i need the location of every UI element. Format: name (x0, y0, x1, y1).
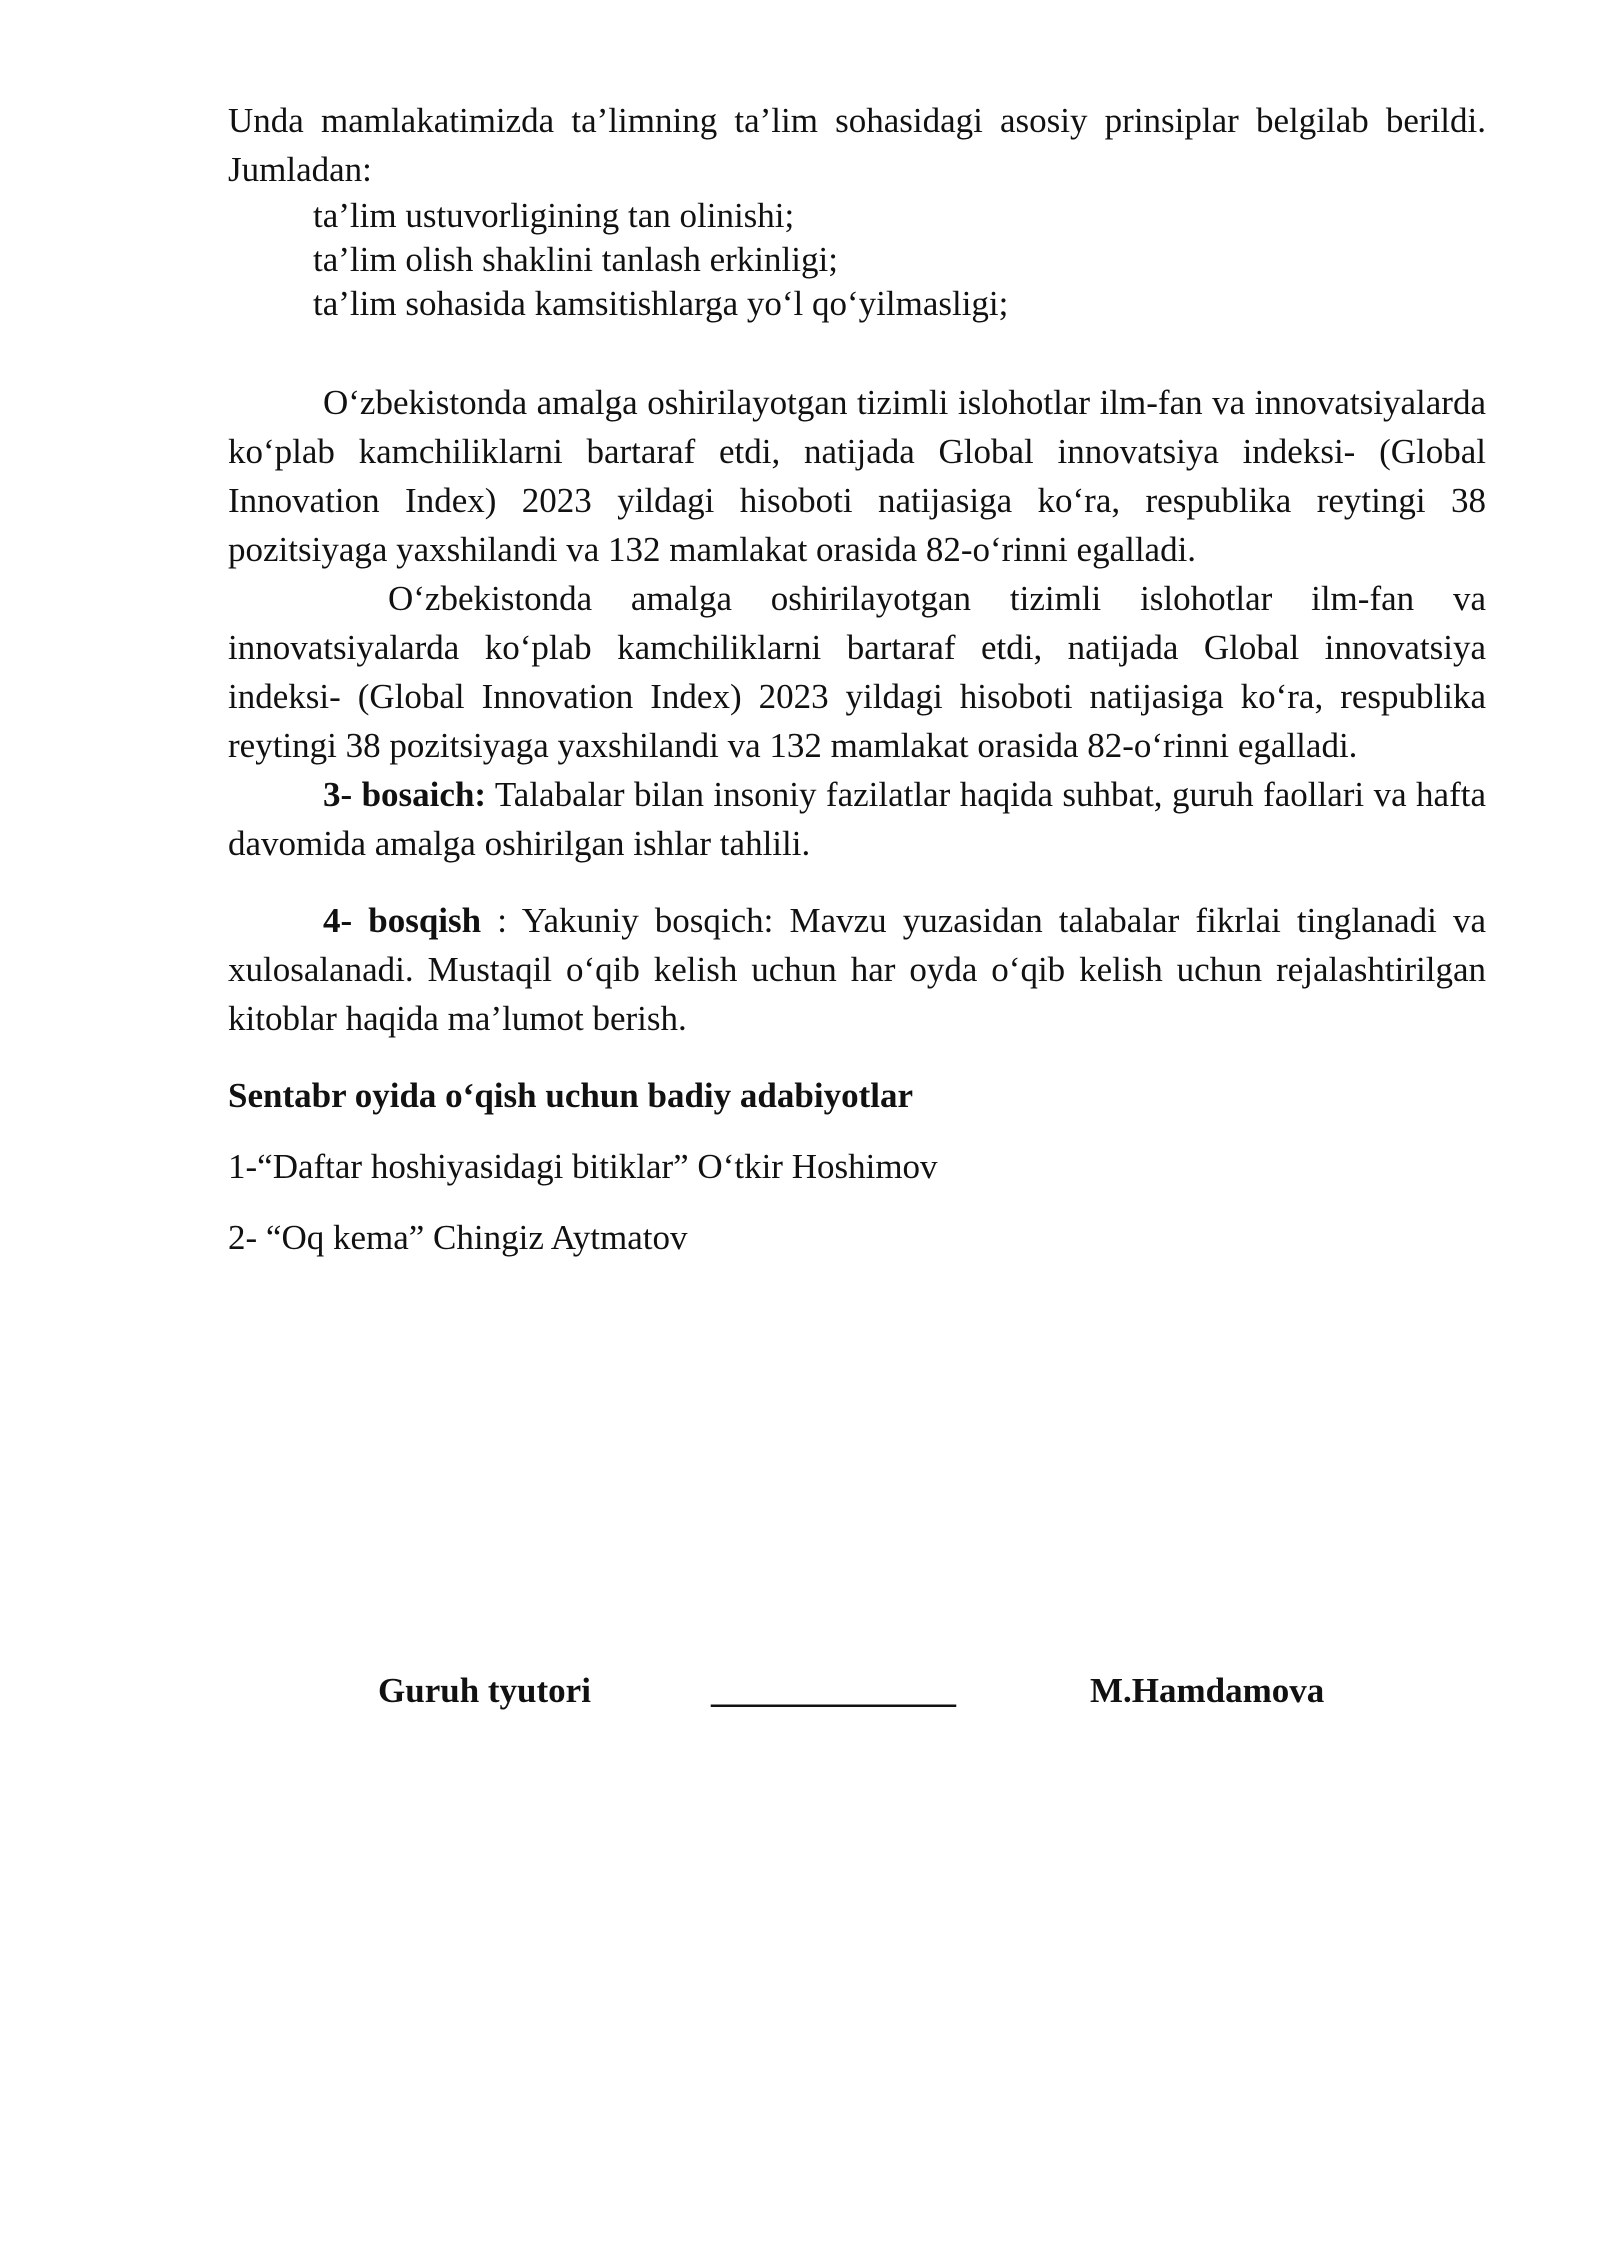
list-item: ta’lim ustuvorligining tan olinishi; (313, 196, 795, 235)
stage-4-label: 4- bosqish (323, 901, 482, 940)
principles-list (228, 194, 1486, 326)
list-item: ta’lim sohasida kamsitishlarga yo‘l qo‘yilmasligi; (313, 284, 1009, 323)
list-item: ta’lim olish shaklini tanlash erkinligi; (313, 240, 838, 279)
book-item: 1-“Daftar hoshiyasidagi bitiklar” O‘tkir Hoshimov (228, 1147, 938, 1186)
spacer (228, 326, 1486, 378)
stage-3-text: Talabalar bilan insoniy fazilatlar haqida suhbat, guruh faollari va hafta davomida amalga oshirilgan ishlar tahlili. (228, 775, 1486, 863)
book-item: 2- “Oq kema” Chingiz Aytmatov (228, 1218, 688, 1257)
spacer (228, 868, 1486, 896)
signature-line: ______________ (711, 1671, 956, 1710)
spacer (228, 1120, 1486, 1142)
spacer (228, 1191, 1486, 1213)
stage-3-label: 3- bosaich: (323, 775, 487, 814)
stage-4-text: : Yakuniy bosqich: Mavzu yuzasidan talabalar fikrlai tinglanadi va xulosalanadi. Mustaqil o‘qib kelish uchun har oyda o‘qib kelish uchun rejalashtirilgan kitoblar haqida ma’lumot berish. (228, 901, 1486, 1038)
innovation-paragraph-1: O‘zbekistonda amalga oshirilayotgan tizimli islohotlar ilm-fan va innovatsiyalarda ko‘plab kamchiliklarni bartaraf etdi, natijada Global innovatsiya indeksi- (Global Innovation Index) 2023 yildagi hisoboti natijasiga ko‘ra, respublika reytingi 38 pozitsiyaga yaxshilandi va 132 mamlakat orasida 82-o‘rinni egalladi. (228, 383, 1486, 569)
stage-4-paragraph (228, 896, 1486, 1043)
signature-label: Guruh tyutori (378, 1671, 591, 1710)
reading-heading: Sentabr oyida o‘qish uchun badiy adabiyotlar (228, 1076, 913, 1115)
document-page (228, 96, 1486, 1710)
intro-paragraph: Unda mamlakatimizda ta’limning ta’lim sohasidagi asosiy prinsiplar belgilab berildi. Jumladan: (228, 101, 1486, 189)
innovation-paragraph-2: O‘zbekistonda amalga oshirilayotgan tizimli islohotlar ilm-fan va innovatsiyalarda ko‘plab kamchiliklarni bartaraf etdi, natijada Global innovatsiya indeksi- (Global Innovation Index) 2023 yildagi hisoboti natijasiga ko‘ra, respublika reytingi 38 pozitsiyaga yaxshilandi va 132 mamlakat orasida 82-o‘rinni egalladi. (228, 579, 1486, 765)
spacer (228, 1043, 1486, 1071)
stage-3-paragraph (228, 770, 1486, 868)
signature-name: M.Hamdamova (1090, 1671, 1325, 1710)
